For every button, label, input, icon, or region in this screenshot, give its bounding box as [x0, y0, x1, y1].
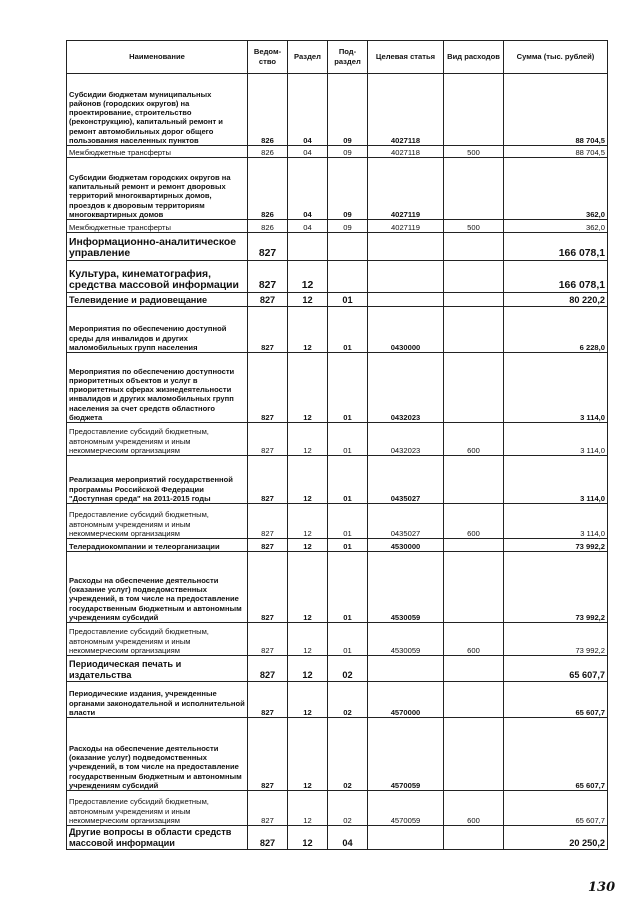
- cell-vid: [444, 656, 504, 682]
- cell-pod: 04: [328, 826, 368, 850]
- cell-ved: 827: [248, 307, 288, 353]
- cell-ved: 827: [248, 552, 288, 623]
- table-row: [67, 74, 608, 146]
- cell-pod: 01: [328, 539, 368, 552]
- cell-cel: 4027118: [368, 74, 444, 146]
- cell-ved: 827: [248, 504, 288, 539]
- cell-ved: 827: [248, 353, 288, 423]
- table-row: [67, 146, 608, 158]
- cell-ved: 827: [248, 826, 288, 850]
- cell-pod: 09: [328, 158, 368, 220]
- cell-pod: 01: [328, 293, 368, 307]
- table-header-row: [67, 41, 608, 74]
- cell-vid: [444, 261, 504, 293]
- cell-cel: 4027119: [368, 158, 444, 220]
- header-razd: Раздел: [288, 41, 328, 74]
- cell-razd: 12: [288, 682, 328, 718]
- cell-name: Периодические издания, учрежденные органами законодательной и исполнительной власти: [67, 682, 248, 718]
- cell-ved: 826: [248, 74, 288, 146]
- cell-name: Предоставление субсидий бюджетным, автономным учреждениям и иным некоммерческим организациям: [67, 504, 248, 539]
- cell-razd: 12: [288, 353, 328, 423]
- cell-ved: 827: [248, 233, 288, 261]
- cell-razd: 04: [288, 220, 328, 233]
- cell-name: Расходы на обеспечение деятельности (оказание услуг) подведомственных учреждений, в том числе на предоставление государственным бюджетным и автономным учреждениям субсидий: [67, 552, 248, 623]
- cell-cel: 4027119: [368, 220, 444, 233]
- cell-sum: 73 992,2: [504, 539, 608, 552]
- cell-vid: [444, 552, 504, 623]
- cell-vid: [444, 353, 504, 423]
- table-row: [67, 423, 608, 456]
- cell-sum: 80 220,2: [504, 293, 608, 307]
- header-pod: Под-раздел: [328, 41, 368, 74]
- cell-ved: 827: [248, 656, 288, 682]
- cell-razd: 12: [288, 456, 328, 504]
- header-name: Наименование: [67, 41, 248, 74]
- cell-razd: 12: [288, 623, 328, 656]
- header-cel: Целевая статья: [368, 41, 444, 74]
- cell-pod: 01: [328, 353, 368, 423]
- cell-name: Реализация мероприятий государственной программы Российской Федерации "Доступная среда" на 2011-2015 годы: [67, 456, 248, 504]
- table-row: [67, 456, 608, 504]
- table-row: [67, 791, 608, 826]
- cell-cel: 4570059: [368, 718, 444, 791]
- cell-sum: 73 992,2: [504, 623, 608, 656]
- table-row: [67, 233, 608, 261]
- header-sum: Сумма (тыс. рублей): [504, 41, 608, 74]
- table-row: [67, 261, 608, 293]
- cell-pod: 01: [328, 456, 368, 504]
- cell-ved: 827: [248, 539, 288, 552]
- cell-cel: 0435027: [368, 504, 444, 539]
- cell-pod: 01: [328, 552, 368, 623]
- cell-ved: 826: [248, 146, 288, 158]
- cell-name: Телевидение и радиовещание: [67, 293, 248, 307]
- cell-vid: [444, 158, 504, 220]
- cell-razd: [288, 233, 328, 261]
- cell-sum: 362,0: [504, 158, 608, 220]
- table-row: [67, 158, 608, 220]
- header-vid: Вид расходов: [444, 41, 504, 74]
- cell-cel: 4027118: [368, 146, 444, 158]
- table-row: [67, 307, 608, 353]
- cell-name: Предоставление субсидий бюджетным, автономным учреждениям и иным некоммерческим организациям: [67, 791, 248, 826]
- cell-sum: 20 250,2: [504, 826, 608, 850]
- cell-razd: 04: [288, 158, 328, 220]
- cell-cel: 0435027: [368, 456, 444, 504]
- cell-pod: 09: [328, 74, 368, 146]
- header-ved: Ведом-ство: [248, 41, 288, 74]
- cell-sum: 3 114,0: [504, 353, 608, 423]
- cell-name: Предоставление субсидий бюджетным, автономным учреждениям и иным некоммерческим организациям: [67, 623, 248, 656]
- cell-razd: 12: [288, 307, 328, 353]
- cell-razd: 12: [288, 552, 328, 623]
- cell-sum: 65 607,7: [504, 682, 608, 718]
- cell-sum: 65 607,7: [504, 656, 608, 682]
- cell-sum: 166 078,1: [504, 233, 608, 261]
- cell-name: Мероприятия по обеспечению доступности приоритетных объектов и услуг в приоритетных сферах жизнедеятельности инвалидов и других маломобильных групп населения за счет средств областного бюджета: [67, 353, 248, 423]
- cell-pod: 01: [328, 504, 368, 539]
- cell-cel: 0432023: [368, 423, 444, 456]
- cell-ved: 827: [248, 293, 288, 307]
- cell-ved: 827: [248, 682, 288, 718]
- cell-razd: 04: [288, 74, 328, 146]
- cell-vid: 600: [444, 504, 504, 539]
- table-row: [67, 826, 608, 850]
- cell-cel: [368, 233, 444, 261]
- cell-razd: 12: [288, 423, 328, 456]
- cell-vid: [444, 233, 504, 261]
- cell-name: Другие вопросы в области средств массовой информации: [67, 826, 248, 850]
- cell-vid: [444, 456, 504, 504]
- cell-razd: 12: [288, 826, 328, 850]
- cell-sum: 6 228,0: [504, 307, 608, 353]
- cell-ved: 827: [248, 261, 288, 293]
- table-row: [67, 552, 608, 623]
- cell-name: Межбюджетные трансферты: [67, 146, 248, 158]
- cell-name: Культура, кинематография, средства массовой информации: [67, 261, 248, 293]
- cell-sum: 65 607,7: [504, 718, 608, 791]
- cell-name: Информационно-аналитическое управление: [67, 233, 248, 261]
- cell-vid: [444, 718, 504, 791]
- cell-vid: [444, 682, 504, 718]
- cell-ved: 827: [248, 456, 288, 504]
- cell-sum: 65 607,7: [504, 791, 608, 826]
- cell-sum: 3 114,0: [504, 456, 608, 504]
- cell-vid: 500: [444, 220, 504, 233]
- cell-razd: 12: [288, 504, 328, 539]
- cell-cel: 0430000: [368, 307, 444, 353]
- table-row: [67, 718, 608, 791]
- cell-ved: 826: [248, 220, 288, 233]
- cell-razd: 12: [288, 718, 328, 791]
- cell-razd: 12: [288, 539, 328, 552]
- cell-ved: 827: [248, 791, 288, 826]
- page-number: 130: [588, 880, 616, 895]
- cell-cel: 4570000: [368, 682, 444, 718]
- table-row: [67, 623, 608, 656]
- cell-cel: 4570059: [368, 791, 444, 826]
- cell-vid: [444, 293, 504, 307]
- cell-razd: 12: [288, 293, 328, 307]
- cell-vid: 600: [444, 623, 504, 656]
- cell-ved: 826: [248, 158, 288, 220]
- cell-razd: 04: [288, 146, 328, 158]
- table-row: [67, 504, 608, 539]
- cell-pod: [328, 233, 368, 261]
- cell-pod: 02: [328, 718, 368, 791]
- cell-vid: [444, 74, 504, 146]
- cell-razd: 12: [288, 791, 328, 826]
- cell-cel: 4530000: [368, 539, 444, 552]
- cell-pod: 02: [328, 791, 368, 826]
- cell-sum: 362,0: [504, 220, 608, 233]
- budget-table: [66, 40, 608, 850]
- cell-sum: 3 114,0: [504, 423, 608, 456]
- cell-vid: [444, 307, 504, 353]
- cell-name: Субсидии бюджетам городских округов на капитальный ремонт и ремонт дворовых территорий многоквартирных домов, проездов к дворовым территориям многоквартирных домов: [67, 158, 248, 220]
- cell-sum: 3 114,0: [504, 504, 608, 539]
- cell-sum: 73 992,2: [504, 552, 608, 623]
- cell-name: Периодическая печать и издательства: [67, 656, 248, 682]
- cell-name: Расходы на обеспечение деятельности (оказание услуг) подведомственных учреждений, в том числе на предоставление государственным бюджетным и автономным учреждениям субсидий: [67, 718, 248, 791]
- table-row: [67, 656, 608, 682]
- cell-sum: 88 704,5: [504, 74, 608, 146]
- cell-sum: 88 704,5: [504, 146, 608, 158]
- cell-cel: 4530059: [368, 552, 444, 623]
- cell-name: Телерадиокомпании и телеорганизации: [67, 539, 248, 552]
- cell-cel: [368, 826, 444, 850]
- cell-ved: 827: [248, 718, 288, 791]
- cell-pod: 09: [328, 220, 368, 233]
- cell-name: Субсидии бюджетам муниципальных районов (городских округов) на проектирование, строительство (реконструкцию), капитальный ремонт и ремонт автомобильных дорог общего пользования населенных пунктов: [67, 74, 248, 146]
- table-row: [67, 539, 608, 552]
- cell-vid: [444, 539, 504, 552]
- cell-sum: 166 078,1: [504, 261, 608, 293]
- cell-cel: [368, 293, 444, 307]
- cell-razd: 12: [288, 261, 328, 293]
- cell-cel: [368, 656, 444, 682]
- table-row: [67, 220, 608, 233]
- cell-pod: 09: [328, 146, 368, 158]
- cell-cel: 4530059: [368, 623, 444, 656]
- cell-pod: 02: [328, 656, 368, 682]
- table-row: [67, 682, 608, 718]
- cell-cel: 0432023: [368, 353, 444, 423]
- cell-pod: 01: [328, 623, 368, 656]
- cell-vid: 600: [444, 791, 504, 826]
- cell-name: Мероприятия по обеспечению доступной среды для инвалидов и других маломобильных групп населения: [67, 307, 248, 353]
- cell-vid: [444, 826, 504, 850]
- cell-pod: [328, 261, 368, 293]
- cell-vid: 600: [444, 423, 504, 456]
- cell-razd: 12: [288, 656, 328, 682]
- cell-pod: 02: [328, 682, 368, 718]
- cell-cel: [368, 261, 444, 293]
- table-row: [67, 353, 608, 423]
- cell-vid: 500: [444, 146, 504, 158]
- cell-ved: 827: [248, 623, 288, 656]
- cell-pod: 01: [328, 423, 368, 456]
- table-row: [67, 293, 608, 307]
- cell-name: Межбюджетные трансферты: [67, 220, 248, 233]
- cell-name: Предоставление субсидий бюджетным, автономным учреждениям и иным некоммерческим организациям: [67, 423, 248, 456]
- cell-pod: 01: [328, 307, 368, 353]
- cell-ved: 827: [248, 423, 288, 456]
